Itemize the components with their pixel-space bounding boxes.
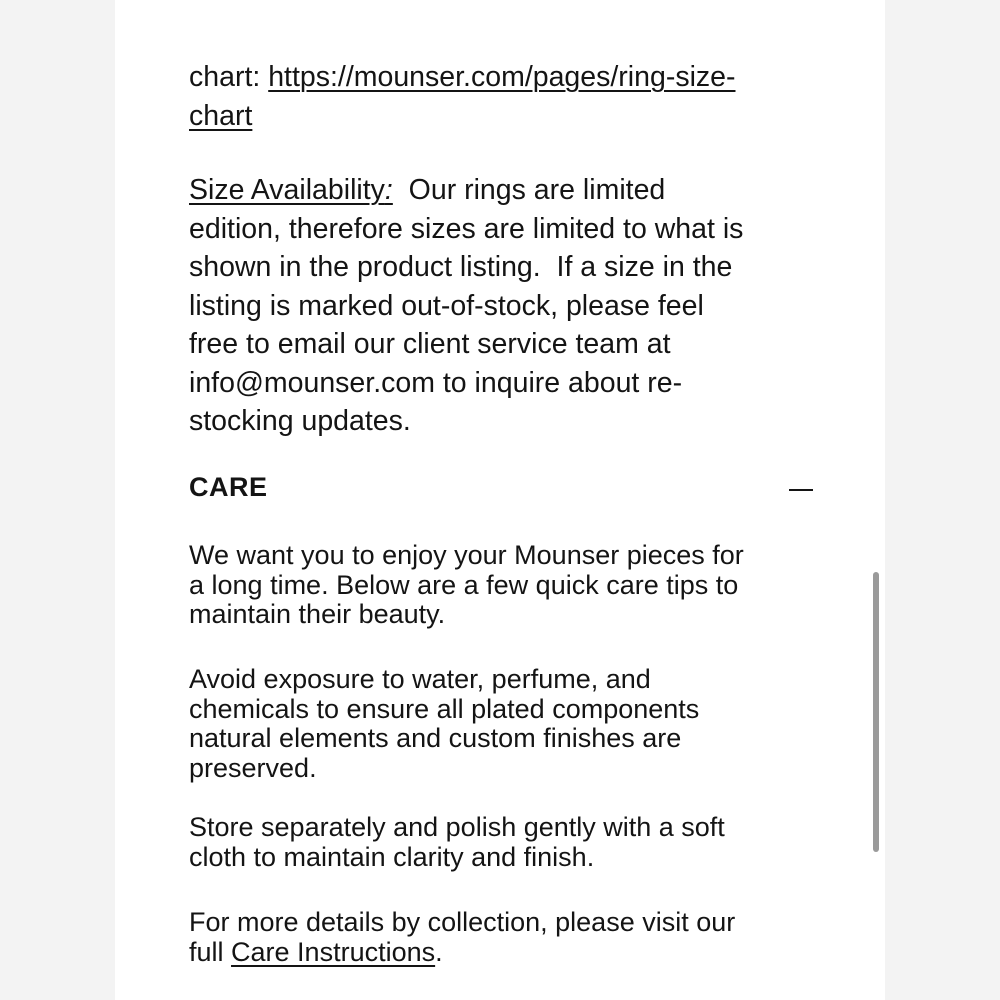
care-intro-line: a long time. Below are a few quick care tips to [189,569,739,600]
care-details-prefix: full [189,936,232,967]
care-store-line: cloth to maintain clarity and finish. [189,841,595,872]
care-details-line: For more details by collection, please visit our [189,907,736,937]
care-instructions-link[interactable]: Care Instructions [231,936,436,967]
care-avoid-line: chemicals to ensure all plated components [189,693,700,724]
size-availability-paragraph [189,171,819,441]
size-chart-prefix: chart: [189,61,269,93]
product-details-panel [115,0,885,1000]
care-section-title: CARE [189,472,268,502]
size-availability-line: listing is marked out-of-stock, please feel [189,289,704,322]
size-availability-line: free to email our client service team at [189,328,671,360]
size-availability-label: Size Availability [189,174,385,206]
minus-icon[interactable] [789,489,813,491]
care-avoid-line: preserved. [189,753,317,784]
care-accordion-header[interactable] [189,470,819,510]
care-intro-line: We want you to enjoy your Mounser pieces for [189,540,744,570]
size-availability-text: Our rings are limited [392,174,666,206]
care-intro-line: maintain their beauty. [189,599,446,630]
care-avoid-paragraph [189,665,819,784]
care-avoid-line: Avoid exposure to water, perfume, and [189,664,651,694]
size-availability-line: edition, therefore sizes are limited to what is [189,212,744,245]
size-chart-link[interactable]: https://mounser.com/pages/ring-size- [268,61,736,93]
size-availability-line: stocking updates. [189,405,411,437]
size-chart-paragraph [189,58,819,135]
care-intro-paragraph [189,541,819,630]
care-store-line: Store separately and polish gently with a soft [189,812,725,842]
size-chart-link-continued[interactable]: chart [189,99,253,132]
size-availability-line: info@mounser.com to inquire about re- [189,366,683,399]
size-availability-colon: : [384,174,393,206]
size-availability-line: shown in the product listing. If a size in the [189,251,733,283]
care-store-paragraph [189,813,819,872]
scrollbar[interactable] [873,572,879,852]
scrollbar-thumb[interactable] [873,572,879,852]
care-details-paragraph [189,908,819,967]
care-details-suffix: . [435,936,443,967]
care-avoid-line: natural elements and custom finishes are [189,723,682,754]
